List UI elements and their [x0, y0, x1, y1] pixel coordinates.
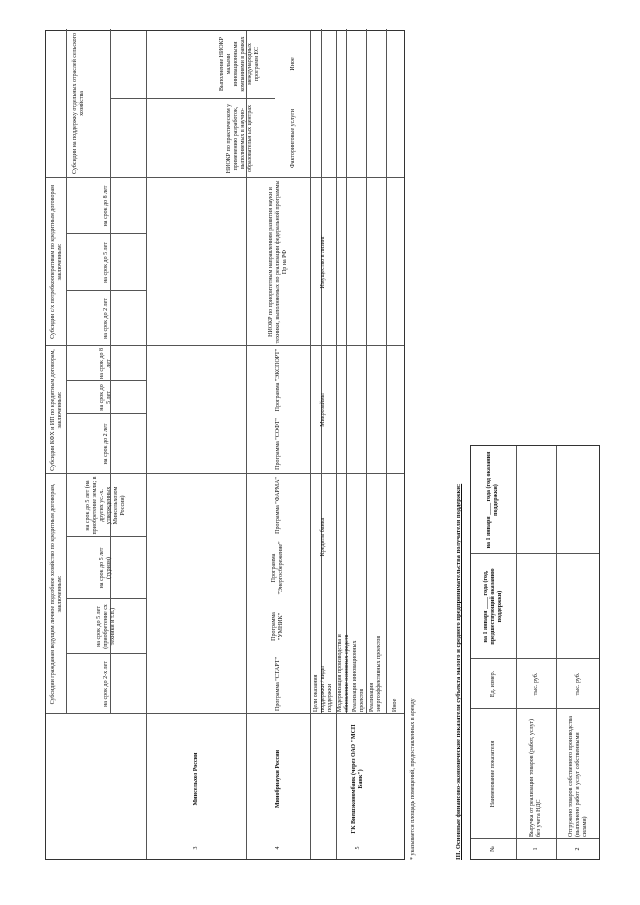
- support-type: Факторинговые услуги: [289, 109, 296, 168]
- program-cell: НИОКР по практическом у применению разработок, выполняемых в научно-образовательн ых центрах: [226, 103, 253, 174]
- row-number: 1: [532, 847, 539, 851]
- org-name: ГК Внешэкономбанк (через ОАО "МСП Банк"): [351, 724, 364, 834]
- indicator-name: Выручка от реализации товаров (работ, услуг) без учета НДС: [529, 718, 542, 837]
- row-number: 5: [354, 846, 361, 850]
- header-line: [66, 380, 146, 381]
- program-cell: Выполнение НИОКР малыми инновационными компаниями в рамках международных программ ЕС: [219, 36, 260, 92]
- row-line: [556, 446, 557, 859]
- support-table: [45, 30, 405, 860]
- sub-header: на срок до 2 лет: [102, 423, 109, 465]
- group-header: Субсидии на поддержку отдельных отраслей сельского хозяйства: [72, 33, 85, 175]
- sub-header: на срок до 5 лет: [99, 384, 112, 411]
- goal-label: Модернизация производства и обновление основных средств: [337, 634, 350, 712]
- sub-header: на срок до 5 лет (на приобретение земли; в других ус.-х. утвержденных Минсельхозом России): [85, 476, 126, 535]
- row-line: [386, 29, 387, 714]
- col-header: на 1 января ____ года (год, предшествующий оказанию поддержки): [482, 568, 503, 645]
- col-line: [471, 658, 599, 659]
- goal-label: Реализация инновационных проектов: [352, 640, 365, 712]
- col-line: [46, 713, 404, 714]
- section-title: III. Основные финансово-экономические показатели субъекта малого и среднего предпринимательства получателя поддержки:: [455, 483, 462, 860]
- unit-cell: тыс. руб.: [574, 672, 581, 696]
- col-line: [46, 345, 404, 346]
- support-type: Микрозаймы: [319, 393, 326, 427]
- sub-header: на срок до 5 лет: [102, 242, 109, 283]
- org-name: Минсельхоз России: [192, 752, 199, 806]
- program-cell: Программа "УМНИК": [271, 612, 284, 641]
- footnote: * указывается площадь помещений, предоставленных в аренду: [410, 698, 416, 860]
- col-header: на 1 января ____ года (год оказания поддержки): [486, 451, 499, 549]
- col-header: №: [489, 846, 496, 852]
- indicators-table: [470, 445, 600, 860]
- sub-header: на срок до 2-х лет: [102, 661, 109, 707]
- program-cell: Программа "СТАРТ": [274, 657, 281, 711]
- program-cell: Программа "ЭКСПОРТ": [274, 348, 281, 412]
- header-line: [66, 536, 146, 537]
- header-line: [66, 598, 146, 599]
- col-header: Ед. измер.: [489, 670, 496, 698]
- group-header: Субсидии КФХ и ИП по кредитным договорам, заключенным:: [50, 349, 63, 471]
- program-cell: Программа "ФАРМА": [274, 477, 281, 534]
- support-type: Кредиты банка: [319, 517, 326, 557]
- sub-header: на срок до 2 лет: [102, 298, 109, 339]
- program-cell: НИОКР по приоритетным направлениям развития науки и техники, выполняемых по реализации федеральной программы Пр на РФ: [267, 180, 288, 344]
- program-cell: Программа "СОФТ": [274, 418, 281, 470]
- col-line: [46, 177, 404, 178]
- sub-header: на срок до 5 лет (туризм): [99, 547, 112, 589]
- header-line: [66, 413, 146, 414]
- col-header: Наименование показателя: [489, 740, 496, 808]
- goal-label: Цели оказания поддержки / виды поддержки: [312, 666, 333, 712]
- indicator-name: Отгружено товаров собственного производства (выполнено работ и услуг собственными силами): [567, 716, 588, 837]
- goal-label: Реализация энергоэффективных проектов: [369, 635, 382, 712]
- group-header: Субсидии гражданам ведущим личное подсобное хозяйство по кредитным договорам, заключенным:: [50, 483, 63, 705]
- header-line: [66, 233, 146, 234]
- col-line: [471, 708, 599, 709]
- col-line: [471, 838, 599, 839]
- row-line: [346, 29, 347, 714]
- org-name: Минобрнауки России: [274, 749, 281, 809]
- row-line: [366, 29, 367, 714]
- header-line: [110, 98, 275, 99]
- sub-header: на срок до 8 лет: [99, 348, 112, 379]
- col-line: [46, 473, 404, 474]
- header-line: [66, 290, 146, 291]
- row-line: [516, 446, 517, 859]
- program-cell: Программа "Энергосбережение": [271, 541, 284, 595]
- header-line: [66, 653, 146, 654]
- row-number: 2: [574, 847, 581, 851]
- row-number: 4: [274, 846, 281, 850]
- support-type: Иное: [289, 57, 296, 71]
- sub-header: на срок до 8 лет: [102, 185, 109, 227]
- support-type: Имущество в лизинг: [319, 235, 326, 289]
- col-line: [471, 553, 599, 554]
- row-number: 3: [192, 846, 199, 850]
- group-header: Субсидии с/х потребкооперативам по кредитным договорам заключенным:: [50, 185, 63, 339]
- unit-cell: тыс. руб.: [532, 672, 539, 696]
- goal-label: Иное: [392, 698, 398, 712]
- sub-header: на срок до 5 лет (приобретение сх техники и т.п.): [95, 604, 116, 649]
